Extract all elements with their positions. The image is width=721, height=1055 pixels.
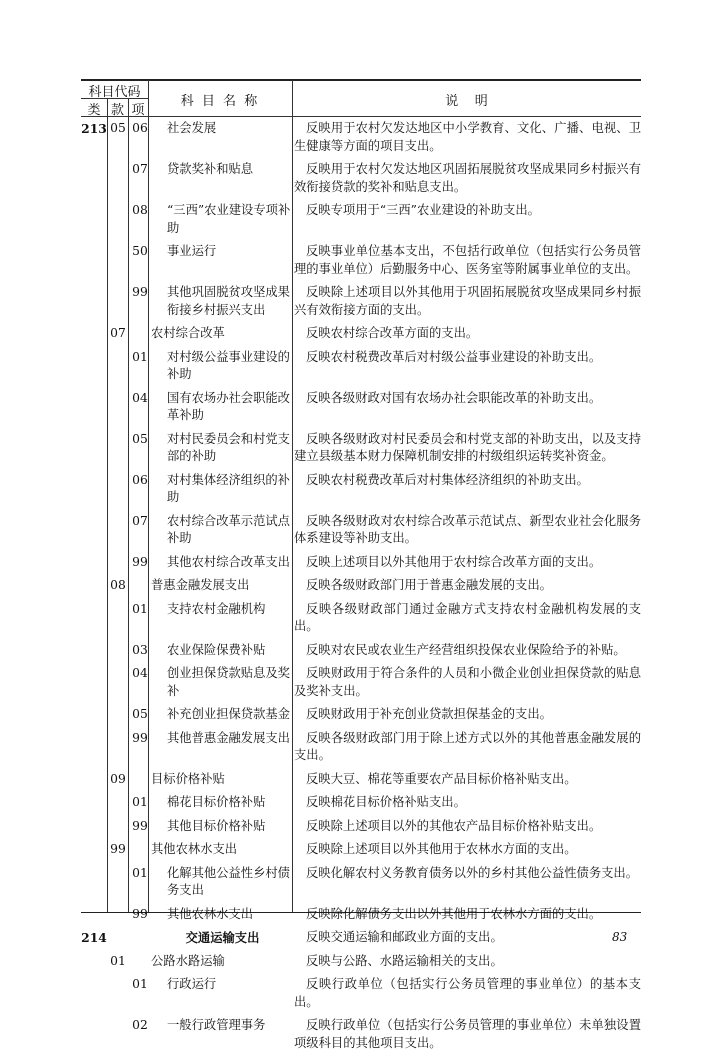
code-lei <box>81 639 107 663</box>
header-kuan: 款 <box>110 103 124 118</box>
subject-description: 反映各级财政部门用于普惠金融发展的支出。 <box>306 578 552 592</box>
code-xiang <box>129 574 151 598</box>
subject-name: 其他农林水支出 <box>151 842 238 856</box>
subject-name: 补充创业担保贷款基金 <box>167 707 290 721</box>
table-row <box>81 428 641 469</box>
page-number: 83 <box>612 930 628 944</box>
code-lei: 213 <box>81 121 107 136</box>
code-kuan: 09 <box>110 771 126 786</box>
subject-name: 事业运行 <box>167 244 217 258</box>
code-xiang: 01 <box>132 977 148 991</box>
subject-name: 一般行政管理事务 <box>167 1018 266 1032</box>
code-lei <box>81 1014 107 1055</box>
table-row <box>81 117 641 158</box>
code-lei <box>81 346 107 387</box>
code-kuan: 99 <box>110 842 126 856</box>
table-row <box>81 322 641 346</box>
subject-name: 创业担保贷款贴息及奖补 <box>167 666 290 698</box>
code-xiang: 01 <box>132 865 148 880</box>
subject-name: 其他农林水支出 <box>167 906 254 921</box>
subject-description: 反映交通运输和邮政业方面的支出。 <box>306 930 503 944</box>
code-xiang: 07 <box>132 513 148 528</box>
subject-description: 反映各级财政部门通过金融方式支持农村金融机构发展的支出。 <box>294 601 641 633</box>
code-xiang: 05 <box>132 707 148 721</box>
code-xiang: 99 <box>132 818 148 833</box>
table-row <box>81 551 641 575</box>
code-lei <box>81 469 107 510</box>
code-lei <box>81 322 107 346</box>
code-xiang: 06 <box>132 472 148 487</box>
table-row <box>81 926 641 950</box>
subject-description: 反映除上述项目以外其他用于巩固拓展脱贫攻坚成果同乡村振兴有效衔接方面的支出。 <box>294 285 641 317</box>
code-kuan <box>107 639 129 663</box>
table-row <box>81 862 641 903</box>
code-xiang <box>129 926 151 950</box>
subject-name: 交通运输支出 <box>185 930 260 945</box>
code-lei <box>81 838 107 862</box>
code-xiang: 50 <box>132 244 148 258</box>
code-lei <box>81 199 107 240</box>
table-row <box>81 815 641 839</box>
subject-description: 反映财政用于符合条件的人员和小微企业创业担保贷款的贴息及奖补支出。 <box>294 666 641 698</box>
code-xiang: 01 <box>132 601 148 616</box>
code-kuan: 08 <box>110 578 126 592</box>
code-kuan <box>107 815 129 839</box>
code-kuan <box>107 727 129 768</box>
code-kuan <box>107 973 129 1014</box>
subject-name: 其他农村综合改革支出 <box>167 554 290 569</box>
subject-description: 反映各级财政部门用于除上述方式以外的其他普惠金融发展的支出。 <box>294 730 641 762</box>
table-row <box>81 727 641 768</box>
code-kuan <box>107 703 129 727</box>
subject-description: 反映各级财政对国有农场办社会职能改革的补助支出。 <box>306 390 602 405</box>
code-xiang: 03 <box>132 642 148 657</box>
table-row <box>81 387 641 428</box>
subject-description: 反映除上述项目以外其他用于农林水方面的支出。 <box>306 842 577 856</box>
subject-name: 普惠金融发展支出 <box>151 578 250 592</box>
table-row <box>81 950 641 974</box>
table-row <box>81 574 641 598</box>
subject-name: 社会发展 <box>167 121 217 135</box>
code-xiang: 04 <box>132 390 148 405</box>
code-xiang: 08 <box>132 203 148 217</box>
table-row <box>81 240 641 281</box>
code-xiang: 01 <box>132 349 148 364</box>
code-lei <box>81 815 107 839</box>
code-lei <box>81 281 107 322</box>
table-row <box>81 791 641 815</box>
code-xiang: 99 <box>132 906 148 921</box>
header-name-col: 科 目 名 称 <box>180 94 260 109</box>
subject-name: 农村综合改革示范试点补助 <box>167 513 290 545</box>
code-kuan <box>107 346 129 387</box>
code-lei <box>81 387 107 428</box>
subject-name: “三西”农业建设专项补助 <box>167 203 291 235</box>
code-kuan <box>107 469 129 510</box>
code-kuan: 07 <box>110 326 126 340</box>
code-kuan <box>107 791 129 815</box>
subject-description: 反映行政单位（包括实行公务员管理的事业单位）的基本支出。 <box>294 977 641 1009</box>
code-xiang: 02 <box>132 1018 148 1032</box>
code-xiang: 07 <box>132 162 148 176</box>
code-kuan <box>107 926 129 950</box>
subject-name: 农村综合改革 <box>151 326 225 340</box>
code-lei <box>81 510 107 551</box>
subject-description: 反映棉花目标价格补贴支出。 <box>306 795 466 809</box>
code-xiang <box>129 768 151 792</box>
subject-name: 农业保险保费补贴 <box>167 642 266 657</box>
header-xiang: 项 <box>131 103 145 118</box>
code-kuan <box>107 387 129 428</box>
code-lei: 214 <box>81 930 107 945</box>
code-kuan <box>107 662 129 703</box>
code-kuan: 05 <box>110 121 126 135</box>
table-row <box>81 281 641 322</box>
code-xiang: 05 <box>132 431 148 446</box>
code-xiang: 99 <box>132 730 148 745</box>
code-kuan <box>107 903 129 927</box>
subject-description: 反映上述项目以外其他用于农村综合改革方面的支出。 <box>306 554 602 569</box>
code-lei <box>81 862 107 903</box>
subject-description: 反映除化解债务支出以外其他用于农林水方面的支出。 <box>306 906 602 921</box>
code-lei <box>81 950 107 974</box>
code-kuan <box>107 428 129 469</box>
header-code-group: 科目代码 <box>88 85 141 100</box>
code-lei <box>81 598 107 639</box>
subject-name: 国有农场办社会职能改革补助 <box>167 390 290 422</box>
code-kuan <box>107 1014 129 1055</box>
subject-description: 反映财政用于补充创业贷款担保基金的支出。 <box>306 707 552 721</box>
table-row <box>81 838 641 862</box>
table-row <box>81 903 641 927</box>
table-row <box>81 510 641 551</box>
table-top-rule <box>81 79 641 81</box>
table-row <box>81 199 641 240</box>
code-xiang: 01 <box>132 795 148 809</box>
subject-name: 贷款奖补和贴息 <box>167 162 254 176</box>
subject-name: 支持农村金融机构 <box>167 601 266 616</box>
code-kuan <box>107 158 129 199</box>
subject-description: 反映化解农村义务教育债务以外的乡村其他公益性债务支出。 <box>306 865 639 880</box>
table-row <box>81 768 641 792</box>
subject-description: 反映除上述项目以外的其他农产品目标价格补贴支出。 <box>306 818 602 833</box>
table-row <box>81 973 641 1014</box>
code-lei <box>81 768 107 792</box>
subject-description: 反映农村税费改革后对村级公益事业建设的补助支出。 <box>306 349 602 364</box>
subject-description: 反映各级财政对农村综合改革示范试点、新型农业社会化服务体系建设等补助支出。 <box>294 513 641 545</box>
subject-name: 目标价格补贴 <box>151 771 225 786</box>
code-kuan <box>107 281 129 322</box>
header-desc-col: 说 明 <box>445 94 488 109</box>
code-kuan <box>107 199 129 240</box>
code-xiang: 99 <box>132 554 148 569</box>
code-xiang: 99 <box>132 285 148 299</box>
code-lei <box>81 903 107 927</box>
code-lei <box>81 551 107 575</box>
code-lei <box>81 662 107 703</box>
subject-description: 反映用于农村欠发达地区中小学教育、文化、广播、电视、卫生健康等方面的项目支出。 <box>294 121 641 153</box>
code-lei <box>81 973 107 1014</box>
table-row <box>81 598 641 639</box>
table-row <box>81 158 641 199</box>
subject-name: 其他普惠金融发展支出 <box>167 730 290 745</box>
subject-description: 反映事业单位基本支出，不包括行政单位（包括实行公务员管理的事业单位）后勤服务中心、医务室等附属事业单位的支出。 <box>294 244 641 276</box>
subject-name: 对村级公益事业建设的补助 <box>167 349 290 381</box>
subject-description: 反映与公路、水路运输相关的支出。 <box>306 953 503 968</box>
subject-description: 反映农村税费改革后对村集体经济组织的补助支出。 <box>306 472 589 487</box>
code-kuan <box>107 240 129 281</box>
code-lei <box>81 574 107 598</box>
code-lei <box>81 703 107 727</box>
subject-name: 其他目标价格补贴 <box>167 818 266 833</box>
code-xiang <box>129 322 151 346</box>
table-row <box>81 639 641 663</box>
code-lei <box>81 428 107 469</box>
subject-name: 对村集体经济组织的补助 <box>167 472 290 504</box>
subject-description: 反映各级财政对村民委员会和村党支部的补助支出，以及支持建立县级基本财力保障机制安排的村级组织运转奖补资金。 <box>294 431 641 463</box>
code-lei <box>81 791 107 815</box>
subject-name: 其他巩固脱贫攻坚成果衔接乡村振兴支出 <box>167 285 290 317</box>
subject-name: 棉花目标价格补贴 <box>167 795 266 809</box>
code-kuan: 01 <box>110 953 126 968</box>
subject-description: 反映用于农村欠发达地区巩固拓展脱贫攻坚成果同乡村振兴有效衔接贷款的奖补和贴息支出。 <box>294 162 641 194</box>
subject-description: 反映大豆、棉花等重要农产品目标价格补贴支出。 <box>306 771 577 786</box>
code-kuan <box>107 862 129 903</box>
code-xiang: 04 <box>132 666 148 680</box>
code-kuan <box>107 598 129 639</box>
subject-name: 对村民委员会和村党支部的补助 <box>167 431 290 463</box>
subject-name: 化解其他公益性乡村债务支出 <box>167 865 290 897</box>
table-row <box>81 703 641 727</box>
table-row <box>81 1014 641 1055</box>
table-row <box>81 662 641 703</box>
subject-description: 反映行政单位（包括实行公务员管理的事业单位）未单独设置项级科目的其他项目支出。 <box>294 1018 641 1050</box>
code-xiang <box>129 950 151 974</box>
code-lei <box>81 240 107 281</box>
code-kuan <box>107 551 129 575</box>
account-table <box>81 117 641 1055</box>
subject-description: 反映对农民或农业生产经营组织投保农业保险给予的补贴。 <box>306 642 626 657</box>
subject-name: 行政运行 <box>167 977 217 991</box>
header-lei: 类 <box>87 103 101 118</box>
code-lei <box>81 727 107 768</box>
subject-description: 反映农村综合改革方面的支出。 <box>306 326 479 340</box>
table-row <box>81 346 641 387</box>
code-xiang: 06 <box>132 121 148 135</box>
code-xiang <box>129 838 151 862</box>
table-row <box>81 469 641 510</box>
code-lei <box>81 158 107 199</box>
code-kuan <box>107 510 129 551</box>
subject-description: 反映专项用于“三西”农业建设的补助支出。 <box>306 203 540 217</box>
subject-name: 公路水路运输 <box>151 953 225 968</box>
